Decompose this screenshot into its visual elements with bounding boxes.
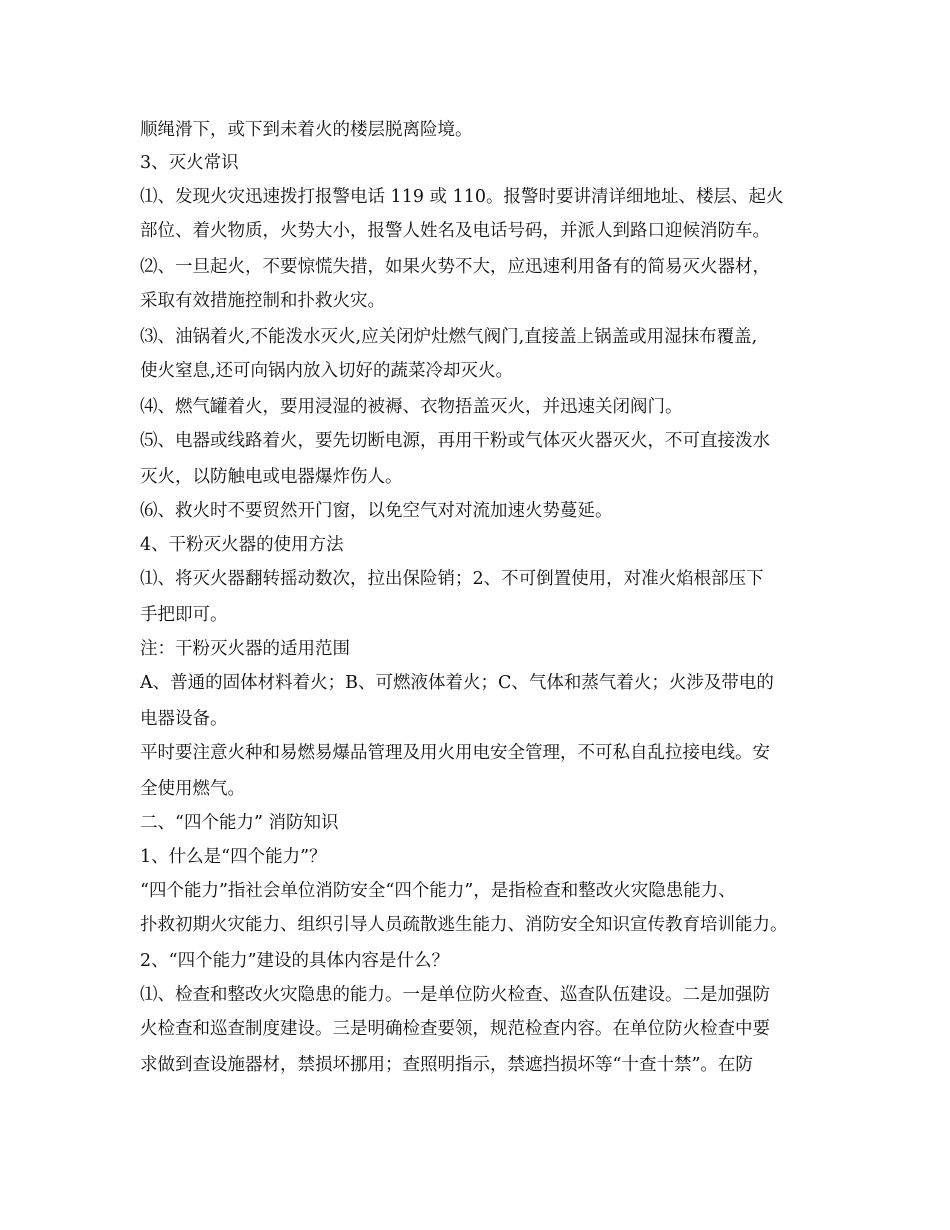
text-line: 1、什么是“四个能力”？	[140, 847, 327, 867]
text-line: 火检查和巡查制度建设。三是明确检查要领，规范检查内容。在单位防火检查中要	[140, 1019, 770, 1039]
text-line: ⑴、检查和整改火灾隐患的能力。一是单位防火检查、巡查队伍建设。二是加强防	[140, 985, 770, 1005]
text-line: 手把即可。	[140, 605, 228, 625]
text-line: ⑵、一旦起火，不要惊慌失措，如果火势不大，应迅速利用备有的简易灭火器材，	[140, 257, 770, 277]
text-line: A、普通的固体材料着火；B、可燃液体着火；C、气体和蒸气着火；火涉及带电的	[140, 673, 774, 693]
text-line: 采取有效措施控制和扑救火灾。	[140, 291, 385, 311]
text-line: 3、灭火常识	[140, 153, 239, 173]
text-line: ⑴、发现火灾迅速拨打报警电话 119 或 110。报警时要讲清详细地址、楼层、起火	[140, 187, 784, 207]
text-line: 二、“四个能力” 消防知识	[140, 813, 339, 833]
text-line: 部位、着火物质，火势大小，报警人姓名及电话号码，并派人到路口迎候消防车。	[140, 221, 770, 241]
text-line: “四个能力”指社会单位消防安全“四个能力”，是指检查和整改火灾隐患能力、	[140, 881, 736, 901]
text-line: 求做到查设施器材，禁损坏挪用；查照明指示，禁遮挡损坏等“十查十禁”。在防	[140, 1055, 753, 1075]
text-line: 使火窒息,还可向锅内放入切好的蔬菜冷却灭火。	[140, 361, 514, 381]
text-line: ⑶、油锅着火,不能泼水灭火,应关闭炉灶燃气阀门,直接盖上锅盖或用湿抹布覆盖,	[140, 327, 758, 347]
text-line: 平时要注意火种和易燃易爆品管理及用火用电安全管理，不可私自乱拉接电线。安	[140, 743, 770, 763]
text-line: ⑷、燃气罐着火，要用浸湿的被褥、衣物捂盖灭火，并迅速关闭阀门。	[140, 397, 683, 417]
text-line: 全使用燃气。	[140, 779, 245, 799]
text-line: 2、“四个能力”建设的具体内容是什么？	[140, 951, 450, 971]
text-line: ⑹、救火时不要贸然开门窗，以免空气对对流加速火势蔓延。	[140, 501, 613, 521]
text-line: 扑救初期火灾能力、组织引导人员疏散逃生能力、消防安全知识宣传教育培训能力。	[140, 915, 788, 935]
text-line: ⑴、将灭火器翻转摇动数次，拉出保险销；2、不可倒置使用，对准火焰根部压下	[140, 569, 764, 589]
text-line: 电器设备。	[140, 709, 228, 729]
text-line: ⑸、电器或线路着火，要先切断电源，再用干粉或气体灭火器灭火，不可直接泼水	[140, 431, 770, 451]
text-line: 注：干粉灭火器的适用范围	[140, 639, 350, 659]
text-line: 4、干粉灭火器的使用方法	[140, 535, 344, 555]
text-line: 灭火，以防触电或电器爆炸伤人。	[140, 467, 403, 487]
text-line: 顺绳滑下，或下到未着火的楼层脱离险境。	[140, 120, 473, 140]
